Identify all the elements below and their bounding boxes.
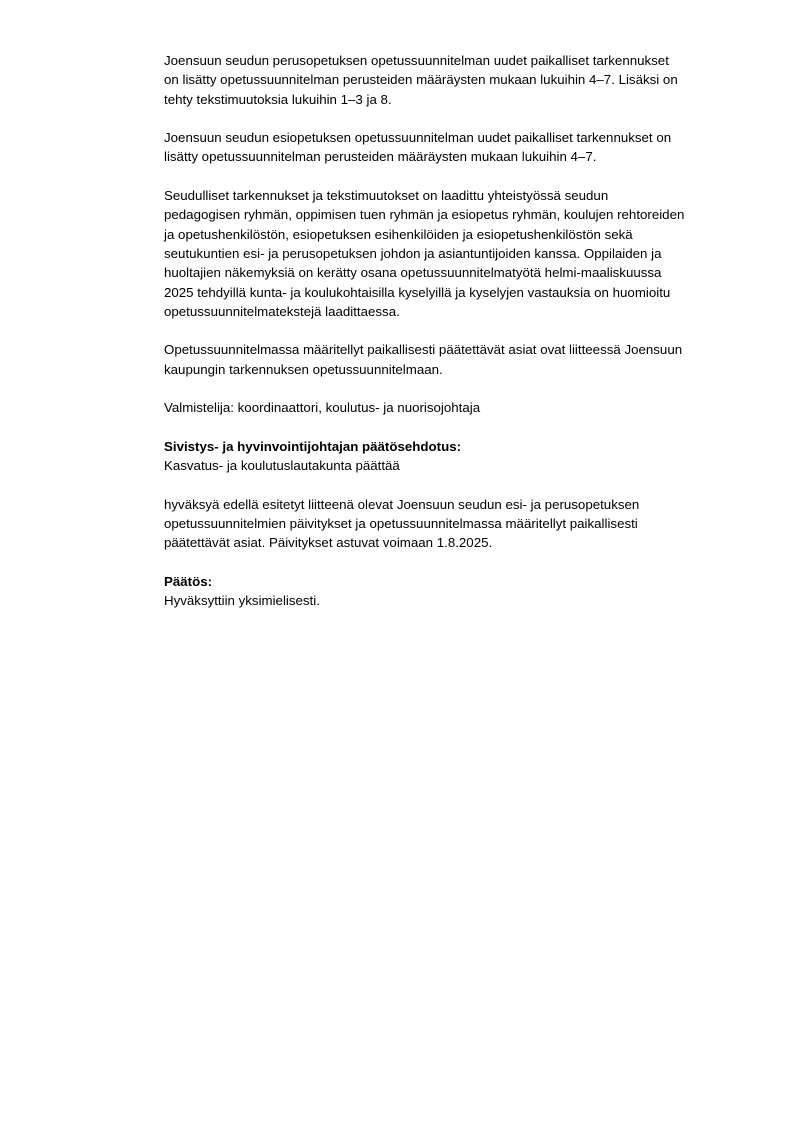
decision-section — [164, 572, 744, 611]
text-line: kaupungin tarkennuksen opetussuunnitelmaan. — [164, 361, 443, 377]
paragraph-seudulliset — [164, 186, 744, 321]
decision-heading: Päätös: — [164, 574, 213, 590]
text-line: hyväksyä edellä esitetyt liitteenä olevat Joensuun seudun esi- ja perusopetuksen — [164, 496, 640, 512]
text-line: opetussuunnitelmatekstejä laadittaessa. — [164, 303, 400, 319]
proposal-body — [164, 495, 744, 553]
text-line: seutukuntien esi- ja perusopetuksen johdon ja asiantuntijoiden kanssa. Oppilaiden ja — [164, 245, 662, 261]
paragraph-perusopetus — [164, 51, 744, 109]
text-line: päätettävät asiat. Päivitykset astuvat voimaan 1.8.2025. — [164, 535, 493, 551]
paragraph-esiopetus — [164, 128, 744, 167]
text-line: pedagogisen ryhmän, oppimisen tuen ryhmän ja esiopetus ryhmän, koulujen rehtoreiden — [164, 207, 685, 223]
text-line: Seudulliset tarkennukset ja tekstimuutokset on laadittu yhteistyössä seudun — [164, 188, 609, 204]
text-line: Valmistelija: koordinaattori, koulutus- ja nuorisojohtaja — [164, 400, 481, 416]
text-line: opetussuunnitelmien päivitykset ja opetussuunnitelmassa määritellyt paikallisesti — [164, 516, 638, 532]
text-line: lisätty opetussuunnitelman perusteiden määräysten mukaan lukuihin 4–7. — [164, 149, 597, 165]
text-line: 2025 tehdyillä kunta- ja koulukohtaisilla kyselyillä ja kyselyjen vastauksia on huomioitu — [164, 284, 671, 300]
text-line: Opetussuunnitelmassa määritellyt paikallisesti päätettävät asiat ovat liitteessä Joensuun — [164, 342, 683, 358]
paragraph-valmistelija — [164, 398, 744, 417]
text-line: Joensuun seudun esiopetuksen opetussuunnitelman uudet paikalliset tarkennukset on — [164, 130, 672, 146]
text-line: ja opetushenkilöstön, esiopetuksen esihenkilöiden ja esiopetushenkilöstön sekä — [164, 226, 633, 242]
proposal-section — [164, 437, 744, 476]
proposal-heading: Sivistys- ja hyvinvointijohtajan päätösehdotus: — [164, 438, 462, 454]
document-page — [164, 51, 744, 630]
text-line: tehty tekstimuutoksia lukuihin 1–3 ja 8. — [164, 91, 392, 107]
decision-text: Hyväksyttiin yksimielisesti. — [164, 593, 320, 609]
paragraph-paikallisesti — [164, 340, 744, 379]
text-line: Joensuun seudun perusopetuksen opetussuunnitelman uudet paikalliset tarkennukset — [164, 53, 669, 68]
proposal-intro: Kasvatus- ja koulutuslautakunta päättää — [164, 458, 400, 474]
text-line: huoltajien näkemyksiä on kerätty osana opetussuunnitelmatyötä helmi-maaliskuussa — [164, 265, 662, 281]
text-line: on lisätty opetussuunnitelman perusteiden määräysten mukaan lukuihin 4–7. Lisäksi on — [164, 72, 678, 88]
